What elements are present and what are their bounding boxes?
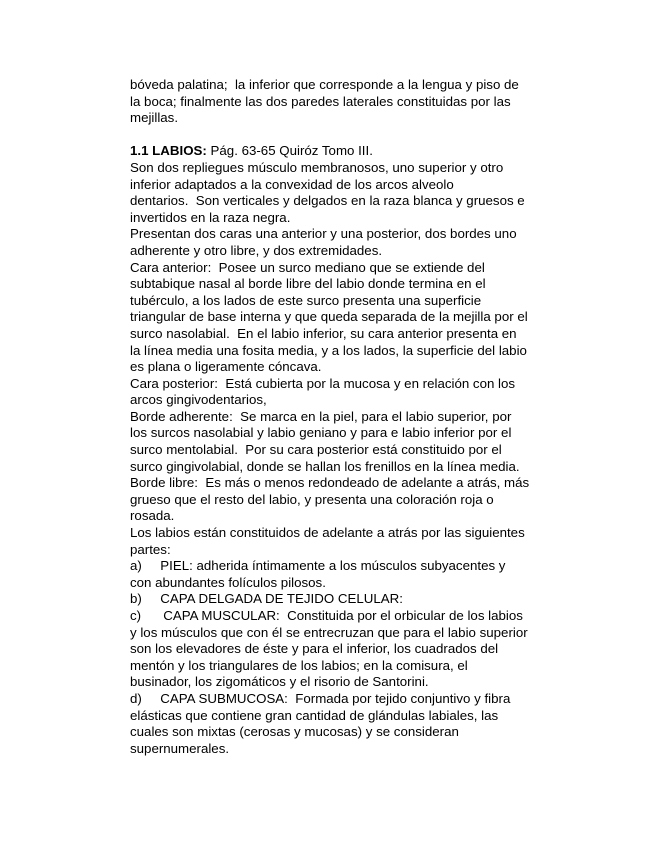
text-line: businador, los zigomáticos y el risorio de Santorini. [130, 674, 429, 690]
paragraph-gap [130, 127, 570, 144]
text-line: grueso que el resto del labio, y presenta una coloración roja o [130, 491, 494, 507]
text-line: surco nasolabial. En el labio inferior, su cara anterior presenta en [130, 325, 517, 341]
document-page [130, 77, 570, 757]
list-item-c: c) CAPA MUSCULAR: Constituida por el orbicular de los labios [130, 608, 523, 623]
text-line: la boca; finalmente las dos paredes laterales constituidas por las [130, 93, 511, 109]
text-line: es plana o ligeramente cóncava. [130, 359, 322, 375]
text-line: Presentan dos caras una anterior y una posterior, dos bordes uno [130, 226, 517, 242]
list-item-b: b) CAPA DELGADA DE TEJIDO CELULAR: [130, 591, 403, 607]
text-line: mejillas. [130, 110, 179, 126]
text-line: cuales son mixtas (cerosas y mucosas) y se consideran [130, 724, 459, 740]
text-line: son los elevadores de éste y para el inferior, los cuadrados del [130, 641, 499, 657]
text-line: subtabique nasal al borde libre del labio donde termina en el [130, 276, 486, 292]
text-line: partes: [130, 541, 171, 557]
text-line: Son dos repliegues músculo membranosos, uno superior y otro [130, 159, 504, 175]
text-line: con abundantes folículos pilosos. [130, 574, 326, 590]
text-line: arcos gingivodentarios, [130, 392, 267, 408]
section-heading-reference: Pág. 63-65 Quiróz Tomo III. [206, 143, 373, 159]
text-line: elásticas que contiene gran cantidad de glándulas labiales, las [130, 707, 499, 723]
list-item-a: a) PIEL: adherida íntimamente a los músculos subyacentes y [130, 558, 506, 574]
text-line: Cara anterior: Posee un surco mediano que se extiende del [130, 259, 485, 275]
text-line: y los músculos que con él se entrecruzan que para el labio superior [130, 624, 528, 640]
text-line: surco gingivolabial, donde se hallan los frenillos en la línea media. [130, 458, 520, 474]
text-line: Cara posterior: Está cubierta por la mucosa y en relación con los [130, 375, 516, 391]
text-line: dentarios. Son verticales y delgados en la raza blanca y gruesos e [130, 193, 525, 209]
text-line: la línea media una fosita media, y a los lados, la superficie del labio [130, 342, 527, 358]
text-line: surco mentolabial. Por su cara posterior está constituido por el [130, 442, 502, 458]
text-line: rosada. [130, 508, 175, 524]
text-line: Borde libre: Es más o menos redondeado de adelante a atrás, más [130, 475, 530, 491]
list-item-d: d) CAPA SUBMUCOSA: Formada por tejido conjuntivo y fibra [130, 690, 511, 706]
text-line: triangular de base interna y que queda separada de la mejilla por el [130, 309, 528, 325]
text-line: inferior adaptados a la convexidad de los arcos alveolo [130, 176, 454, 192]
text-line: mentón y los triangulares de los labios; en la comisura, el [130, 657, 468, 673]
text-line: adherente y otro libre, y dos extremidades. [130, 242, 383, 258]
text-line: invertidos en la raza negra. [130, 209, 291, 225]
text-line: Los labios están constituidos de adelante a atrás por las siguientes [130, 525, 525, 541]
text-line: Borde adherente: Se marca en la piel, para el labio superior, por [130, 408, 512, 424]
section-heading [130, 143, 570, 160]
text-line: supernumerales. [130, 740, 230, 756]
text-line: tubérculo, a los lados de este surco presenta una superficie [130, 292, 482, 308]
text-line: bóveda palatina; la inferior que corresponde a la lengua y piso de [130, 77, 519, 92]
text-line: los surcos nasolabial y labio geniano y para e labio inferior por el [130, 425, 512, 441]
section-heading-number: 1.1 LABIOS: [130, 143, 207, 159]
